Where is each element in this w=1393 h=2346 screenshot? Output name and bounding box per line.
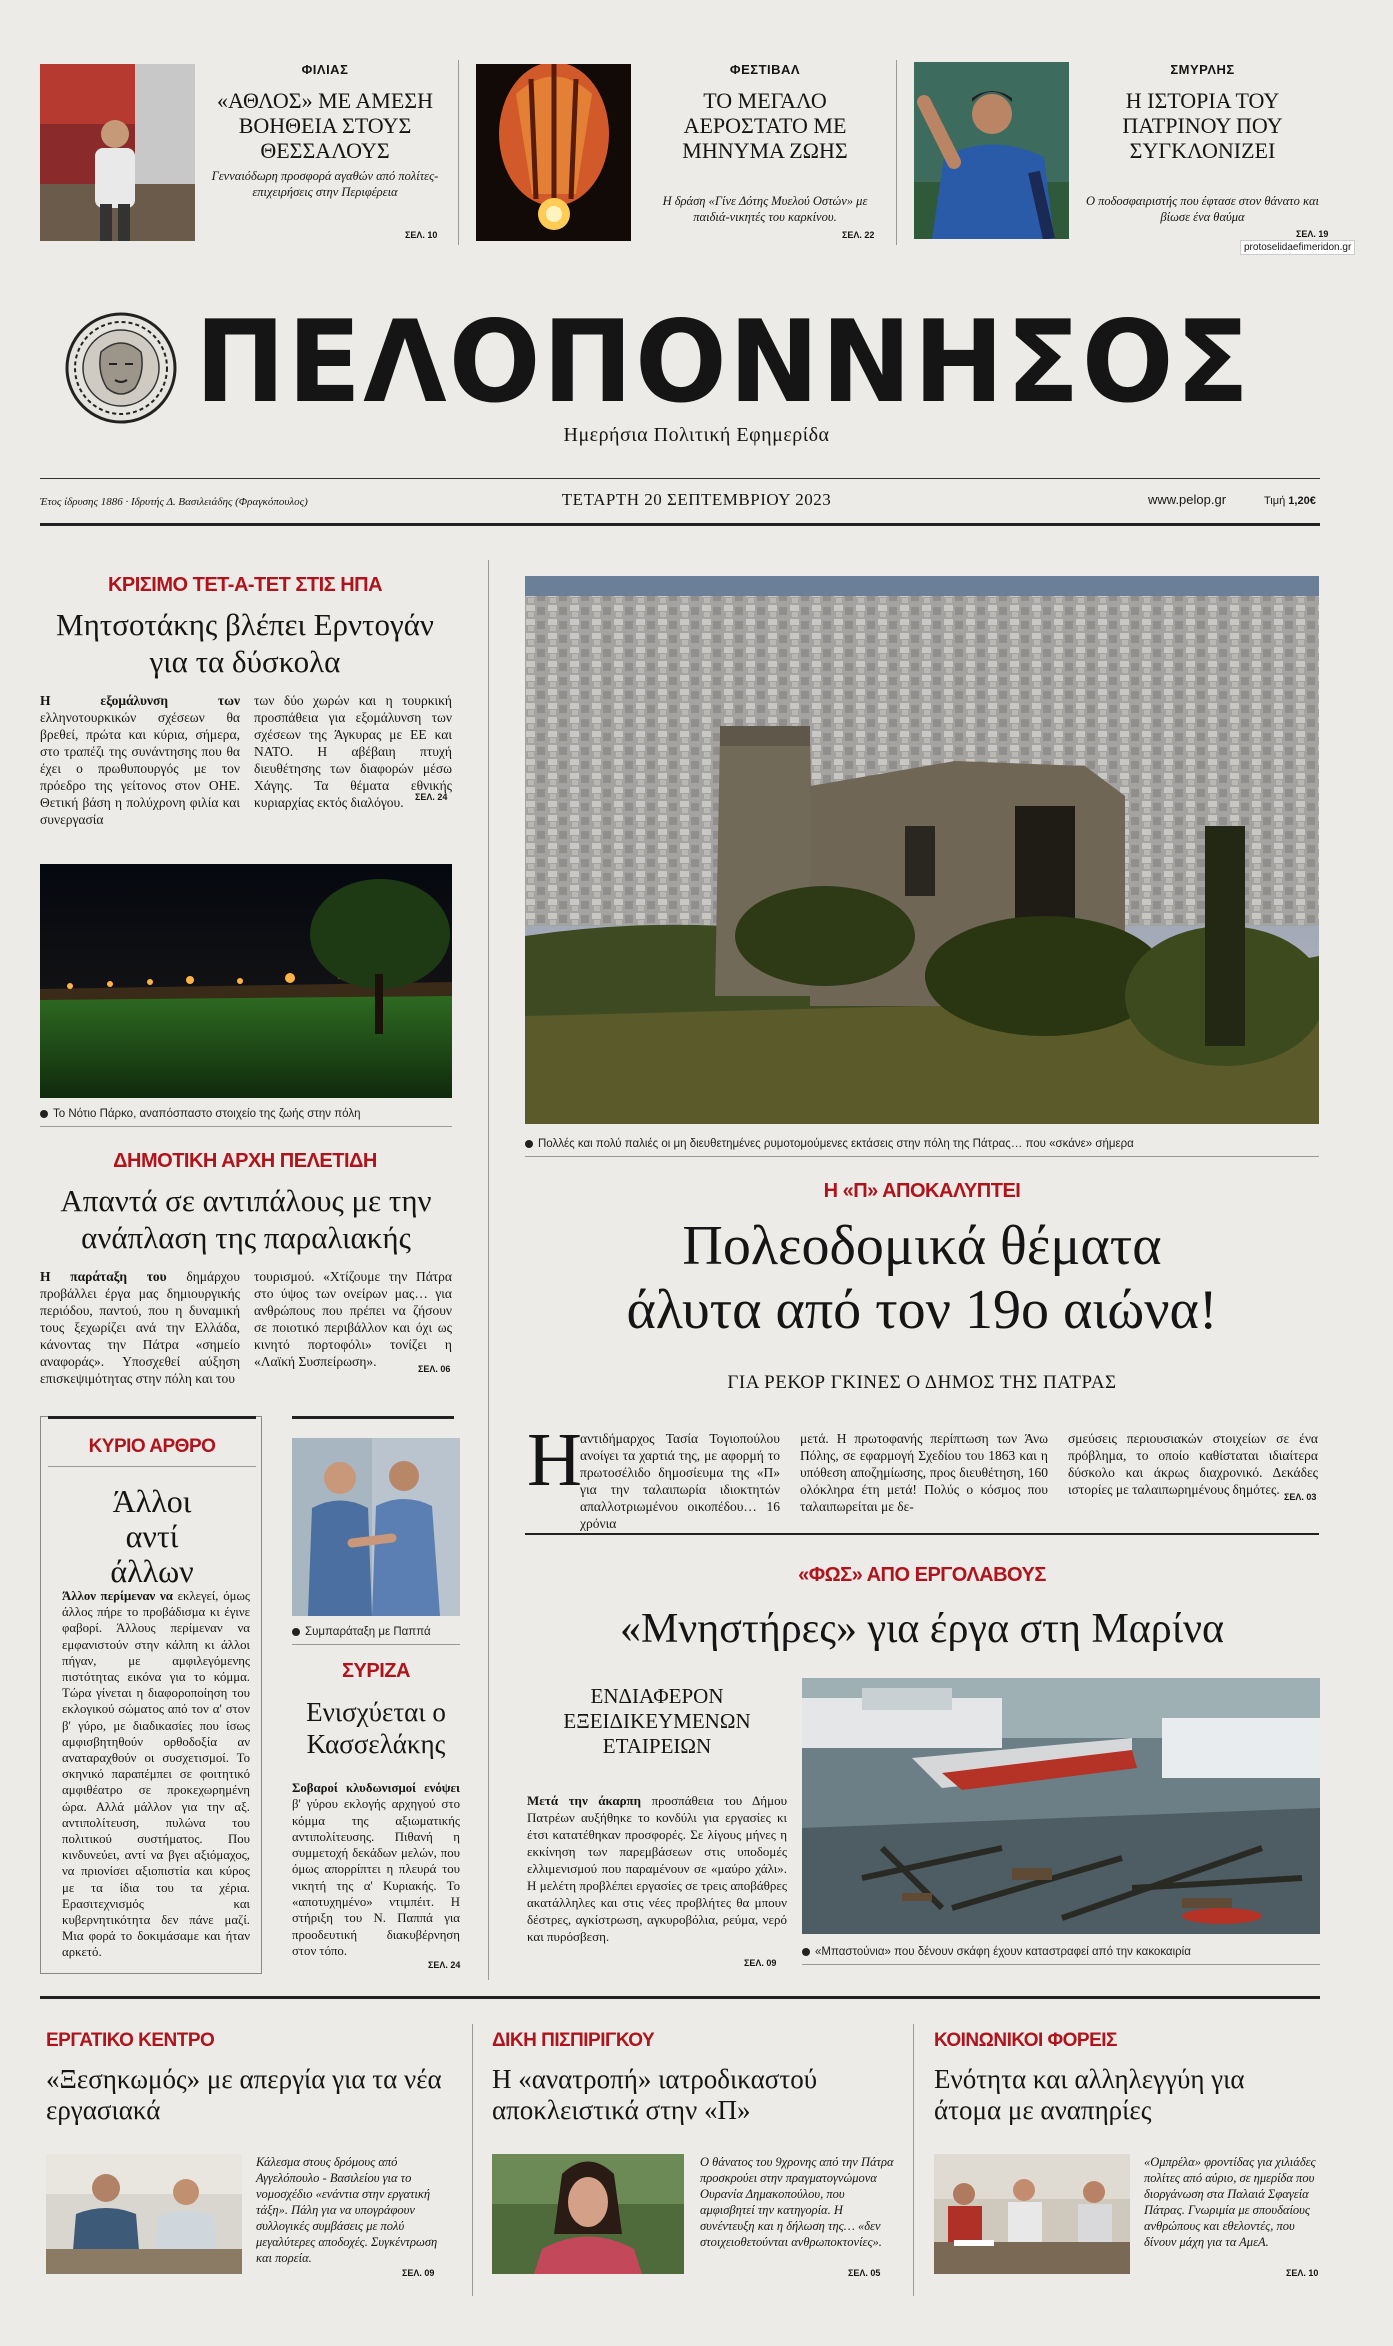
page-ref: ΣΕΛ. 05 — [848, 2268, 881, 2278]
syriza-title[interactable]: Ενισχύεται ο Κασσελάκης — [306, 1697, 446, 1759]
main-text2: μετά. Η πρωτοφανής περίπτωση των Άνω Πόλης, σε εφαρμογή Σχεδίου του 1863 και η υπόθεση αποζημίωσης, προς διευθέτηση, 160 ολόκληρα έτη μετά! Πολύς ο κόσμος που ταλαιπωρείται με δε- — [800, 1431, 1048, 1514]
editorial-kicker: ΚΥΡΙΟ ΑΡΘΡΟ — [88, 1436, 216, 1457]
masthead-title[interactable]: ΠΕΛΟΠΟΝΝΗΣΟΣ — [195, 296, 1252, 429]
story2-title[interactable]: Απαντά σε αντιπάλους με την ανάπλαση της παραλιακής — [60, 1183, 432, 1255]
main-col2 — [800, 1430, 1048, 1515]
page-ref: ΣΕΛ. 24 — [428, 1960, 461, 1970]
park-caption — [40, 1108, 452, 1120]
camera-icon — [802, 1948, 810, 1956]
teaser-kicker: ΦΕΣΤΙΒΑΛ — [729, 62, 801, 77]
page-ref: ΣΕΛ. 03 — [1284, 1492, 1317, 1502]
park-caption-text: Το Νότιο Πάρκο, αναπόσπαστο στοιχείο της ζωής στην πόλη — [53, 1108, 361, 1120]
editorial-title[interactable]: Άλλοι αντί άλλων — [110, 1483, 194, 1589]
logo-emblem — [65, 312, 177, 424]
syriza-kicker: ΣΥΡΙΖΑ — [342, 1660, 410, 1682]
price — [1264, 495, 1316, 507]
caption-rule — [40, 1126, 452, 1127]
main-col1 — [580, 1430, 780, 1532]
founded-info: Έτος ίδρυσης 1886 · Ιδρυτής Δ. Βασιλειάδης (Φραγκόπουλος) — [40, 496, 308, 508]
website-link[interactable]: www.pelop.gr — [1148, 492, 1227, 507]
caption-rule — [292, 1644, 460, 1645]
marina-sub1: ΕΝΔΙΑΦΕΡΟΝ — [590, 1684, 724, 1708]
syriza-photo — [292, 1438, 460, 1616]
column-divider — [913, 2024, 914, 2296]
story2-col2 — [254, 1268, 452, 1370]
bottom1-text: Κάλεσμα στους δρόμους από Αγγελόπουλο - Βασιλείου για το νομοσχέδιο «ενάντια στην εργατική τάξη». Πάλη για να υπογράφουν συλλογικές συμβάσεις με πολύ μεγαλύτερες αποδοχές. Συγκέντρωση και πορεία. — [256, 2155, 438, 2265]
bottom3-photo — [934, 2154, 1130, 2274]
syriza-body: β' γύρου εκλογής αρχηγού στο κόμμα της αξιωματικής αντιπολίτευσης. Πιθανή η συμμετοχή δεκάδων μελών, που όμως απορρίπτει η πλευρά του νικητή της α' Κυριακής. Το «αποτυχημένο» ντιμπέιτ. Η στήριξη του Ν. Παππά για προοδευτική διακυβέρνηση στον τόπο. — [292, 1797, 460, 1958]
bottom3-kicker: ΚΟΙΝΩΝΙΚΟΙ ΦΟΡΕΙΣ — [934, 2030, 1117, 2051]
marina-subhead — [527, 1684, 787, 1759]
bottom2-photo — [492, 2154, 684, 2274]
column-divider — [472, 2024, 473, 2296]
page-ref: ΣΕΛ. 09 — [744, 1958, 777, 1968]
masthead-rule — [40, 478, 1320, 479]
bottom1-title[interactable]: «Ξεσηκωμός» με απεργία για τα νέα εργασιακά — [46, 2064, 442, 2125]
main-col3 — [1068, 1430, 1318, 1498]
masthead-subtitle: Ημερήσια Πολιτική Εφημερίδα — [563, 424, 830, 446]
teaser-title[interactable]: ΤΟ ΜΕΓΑΛΟ ΑΕΡΟΣΤΑΤΟ ΜΕ ΜΗΝΥΜΑ ΖΩΗΣ — [682, 88, 848, 163]
bottom3-title[interactable]: Ενότητα και αλληλεγγύη για άτομα με αναπηρίες — [934, 2064, 1245, 2125]
story2-col1 — [40, 1268, 240, 1387]
main-photo-ruins — [525, 576, 1319, 1124]
marina-photo — [802, 1678, 1320, 1934]
price-value: 1,20€ — [1288, 495, 1316, 507]
story1-text: ελληνοτουρκικών σχέσεων θα βρεθεί, πρώτα και κύρια, σήμερα, στο τραπέζι της συνάντησης που θα έχει ο πρωθυπουργός με τον πρόεδρο της γείτονος στον ΟΗΕ. Θετική βάση η πολύχρονη φιλία και συνεργασία — [40, 710, 240, 827]
park-photo — [40, 864, 452, 1098]
main-dropcap: Η — [527, 1418, 582, 1502]
marina-kicker: «ΦΩΣ» ΑΠΟ ΕΡΓΟΛΑΒΟΥΣ — [798, 1564, 1046, 1586]
page-ref: ΣΕΛ. 09 — [402, 2268, 435, 2278]
story1-title[interactable]: Μητσοτάκης βλέπει Ερντογάν για τα δύσκολα — [56, 607, 434, 679]
bottom2-text: Ο θάνατος του 9χρονης από την Πάτρα προσκρούει στην πραγματογνώμονα Ουρανία Δημακοπούλου, που αμφισβητεί την κατηγορία. Η συνέντευξη και η δήλωση της… «δεν στοιχειοθετούνται ανθρωποκτονίες». — [700, 2155, 894, 2249]
bottom2-title[interactable]: Η «ανατροπή» ιατροδικαστού αποκλειστικά στην «Π» — [492, 2064, 818, 2125]
editorial-body: εκλεγεί, όμως άλλος πήρε το προβάδισμα κι έγινε φαβορί. Άλλους περίμεναν να εμφανιστούν στην κάλπη κι άλλοι πήγαν, με αμφιλεγόμενης πιστότητας εικόνα για το κόμμα. Τώρα γίνεται η διαφοροποίηση του εκλογικού σώματος από τον α' στον β' γύρο, με διαδικασίες που ίσως αμφισβητηθούν ορθοδοξία αν αναταραχθούν οι συσχετισμοί. Το σκηνικό παραπέμπει σε φοιτητικό αμφιθέατρο σε προκεχωρημένη ώρα. Αλλά μάλλον για την αξ. αντιπολίτευση, πυλώνα του πολιτικού συστήματος. Που κινδυνεύει, αντί να βγει αξιόμαχος, να πριονίσει αξιοπιστία και κύρος με τα ίδια του τα χέρια. Ερασιτεχνισμός και κυβερνητικότητα δεν πάνε μαζί. Μια φορά το δοκιμάσαμε και ήταν αρκετό. — [62, 1589, 250, 1960]
syriza-caption — [292, 1626, 460, 1638]
marina-text — [527, 1792, 787, 1945]
main-headline-line1: Πολεοδομικά θέματα — [682, 1215, 1162, 1277]
camera-icon — [40, 1110, 48, 1118]
teaser-text: Ο ποδοσφαιριστής που έφτασε στον θάνατο και βίωσε ένα θαύμα — [1085, 194, 1320, 224]
page-ref: ΣΕΛ. 10 — [1286, 2268, 1319, 2278]
teaser-photo-balloon — [476, 64, 631, 241]
page-ref: ΣΕΛ. 06 — [418, 1364, 451, 1374]
marina-body: προσπάθεια του Δήμου Πατρέων αυξήθηκε το κονδύλι για εργασίες κι έτσι κατατέθηκαν προσφορές. Σε λίγους μήνες η εκκίνηση των παρεμβάσεων στις υποδομές ελλιμενισμού που παραμένουν σε «μαύρο χάλι». Η μελέτη προβλέπει εργασίες σε τρεις αποβάθρες ακατάλληλες και στις νέες προβλήτες θα μπουν δέστρες, αγκίστρωση, αγκυροβόλια, ρεύμα, νερό και πυρόσβεση. — [527, 1793, 788, 1944]
main-text1: αντιδήμαρχος Τασία Τογιοπούλου ανοίγει τα χαρτιά της, με αφορμή το πρωτοσέλιδο δημοσίευμα της «Π» για την ταλαιπωρία ιδιοκτητών απαλλοτριωμένου οικοπέδου… 16 χρόνια — [580, 1431, 780, 1531]
story2-kicker: ΔΗΜΟΤΙΚΗ ΑΡΧΗ ΠΕΛΕΤΙΔΗ — [113, 1150, 377, 1172]
marina-sub2: ΕΞΕΙΔΙΚΕΥΜΕΝΩΝ — [563, 1709, 751, 1733]
main-photo-caption — [525, 1138, 1319, 1150]
editorial-lead: Άλλον περίμεναν να — [62, 1589, 173, 1603]
story1-text-cont: των δύο χωρών και η τουρκική προσπάθεια για εξομάλυνση των σχέσεων της Άγκυρας με ΕΕ και ΝΑΤΟ. Η αβέβαιη πτυχή διευθέτησης των διαφορών μέσω Χάγης. Τα θέματα εθνικής κυριαρχίας εκτός διαλόγου. — [254, 693, 452, 810]
editorial-top-rule — [48, 1416, 256, 1419]
syriza-caption-text: Συμπαράταξη με Παππά — [305, 1626, 431, 1638]
teaser-title[interactable]: «ΑΘΛΟΣ» ΜΕ ΑΜΕΣΗ ΒΟΗΘΕΙΑ ΣΤΟΥΣ ΘΕΣΣΑΛΟΥΣ — [217, 88, 433, 163]
main-headline-line2: άλυτα από τον 19ο αιώνα! — [626, 1279, 1218, 1341]
camera-icon — [292, 1628, 300, 1636]
main-text3: σμεύσεις περιουσιακών στοιχείων σε ένα πρόβλημα, το οποίο καθίσταται ιδιαίτερα δύσκολο και άκρως διαχρονικό. Δεκάδες ιστορίες με ταλαιπωρημένους δημότες. — [1068, 1431, 1318, 1497]
camera-icon — [525, 1140, 533, 1148]
column-divider — [896, 60, 897, 245]
page-ref: ΣΕΛ. 24 — [415, 792, 448, 802]
main-kicker: Η «Π» ΑΠΟΚΑΛΥΠΤΕΙ — [823, 1180, 1021, 1202]
teaser-text: Γενναιόδωρη προσφορά αγαθών από πολίτες-επιχειρήσεις στην Περιφέρεια — [211, 169, 439, 199]
caption-rule — [525, 1156, 1319, 1157]
marina-caption — [802, 1946, 1320, 1958]
column-divider — [458, 60, 459, 245]
column-divider — [488, 560, 489, 1980]
marina-caption-text: «Μπαστούνια» που δένουν σκάφη έχουν καταστραφεί από την κακοκαιρία — [815, 1946, 1191, 1958]
story2-text: δημάρχου προβάλλει έργα μας δημιουργικής περιόδου, παντού, που η δυναμική τους ξεχωρίζει ανά την Ελλάδα, κάνοντας την Πάτρα «σημείο αναφοράς». Υποσχεθεί αύξηση επισκεψιμότητας στην πόλη και του — [40, 1269, 240, 1386]
bottom1-photo — [46, 2154, 242, 2274]
story1-lead: Η εξομάλυνση των — [40, 693, 240, 708]
price-label: Τιμή — [1264, 495, 1286, 507]
page-ref: ΣΕΛ. 10 — [405, 230, 438, 240]
syriza-top-rule — [292, 1416, 454, 1419]
bottom1-kicker: ΕΡΓΑΤΙΚΟ ΚΕΝΤΡΟ — [46, 2030, 215, 2051]
story1-col1 — [40, 692, 240, 828]
teaser-photo-athlos — [40, 64, 195, 241]
teaser-text: Η δράση «Γίνε Δότης Μυελού Οστών» με παιδιά-νικητές του καρκίνου. — [662, 194, 868, 224]
masthead-bottom-rule — [40, 523, 1320, 526]
marina-lead: Μετά την άκαρπη — [527, 1793, 642, 1808]
syriza-text — [292, 1780, 460, 1959]
syriza-lead: Σοβαροί κλυδωνισμοί ενόψει — [292, 1781, 460, 1795]
caption-rule — [802, 1964, 1320, 1965]
bottom2-kicker: ΔΙΚΗ ΠΙΣΠΙΡΙΓΚΟΥ — [492, 2030, 655, 2051]
watermark: protoselidaefimeridon.gr — [1240, 240, 1355, 255]
page-ref: ΣΕΛ. 19 — [1296, 229, 1329, 239]
teaser-title[interactable]: Η ΙΣΤΟΡΙΑ ΤΟΥ ΠΑΤΡΙΝΟΥ ΠΟΥ ΣΥΓΚΛΟΝΙΖΕΙ — [1122, 88, 1283, 163]
section-rule — [525, 1533, 1319, 1535]
main-subtitle: ΓΙΑ ΡΕΚΟΡ ΓΚΙΝΕΣ Ο ΔΗΜΟΣ ΤΗΣ ΠΑΤΡΑΣ — [727, 1372, 1117, 1393]
marina-title[interactable]: «Μνηστήρες» για έργα στη Μαρίνα — [619, 1606, 1225, 1652]
page-ref: ΣΕΛ. 22 — [842, 230, 875, 240]
editorial-text — [62, 1588, 250, 1961]
issue-date: ΤΕΤΑΡΤΗ 20 ΣΕΠΤΕΜΒΡΙΟΥ 2023 — [561, 490, 832, 509]
bottom-section-rule — [40, 1996, 1320, 1999]
main-photo-caption-text: Πολλές και πολύ παλιές οι μη διευθετημένες ρυμοτομούμενες εκτάσεις στην πόλη της Πάτρας… που «σκάνε» σήμερα — [538, 1138, 1134, 1150]
teaser-photo-footballer — [914, 62, 1069, 239]
editorial-rule — [48, 1466, 256, 1467]
bottom3-text: «Ομπρέλα» φροντίδας για χιλιάδες πολίτες από αύριο, σε ημερίδα που διοργάνωση στα Παλαιά Σφαγεία Πάτρας. Γνωριμία με σπουδαίους ανθρώπους και εθελοντές, που δίνουν μάχη για τα ΑμεΑ. — [1144, 2155, 1316, 2249]
story2-text-cont: τουρισμού. «Χτίζουμε την Πάτρα στο ύψος των ονείρων μας… για ανθρώπους που πρέπει να ζήσουν σε ποιοτικό περιβάλλον και όχι ως κινητό πορτοφόλι» τονίζει η «Λαϊκή Συσπείρωση». — [254, 1269, 452, 1369]
story1-kicker: ΚΡΙΣΙΜΟ ΤΕΤ-Α-ΤΕΤ ΣΤΙΣ ΗΠΑ — [107, 574, 383, 596]
story2-lead: Η παράταξη του — [40, 1269, 167, 1284]
marina-sub3: ΕΤΑΙΡΕΙΩΝ — [602, 1734, 712, 1758]
teaser-kicker: ΦΙΛΙΑΣ — [301, 62, 349, 77]
main-headline[interactable] — [525, 1214, 1319, 1342]
teaser-kicker: ΣΜΥΡΛΗΣ — [1170, 62, 1235, 77]
